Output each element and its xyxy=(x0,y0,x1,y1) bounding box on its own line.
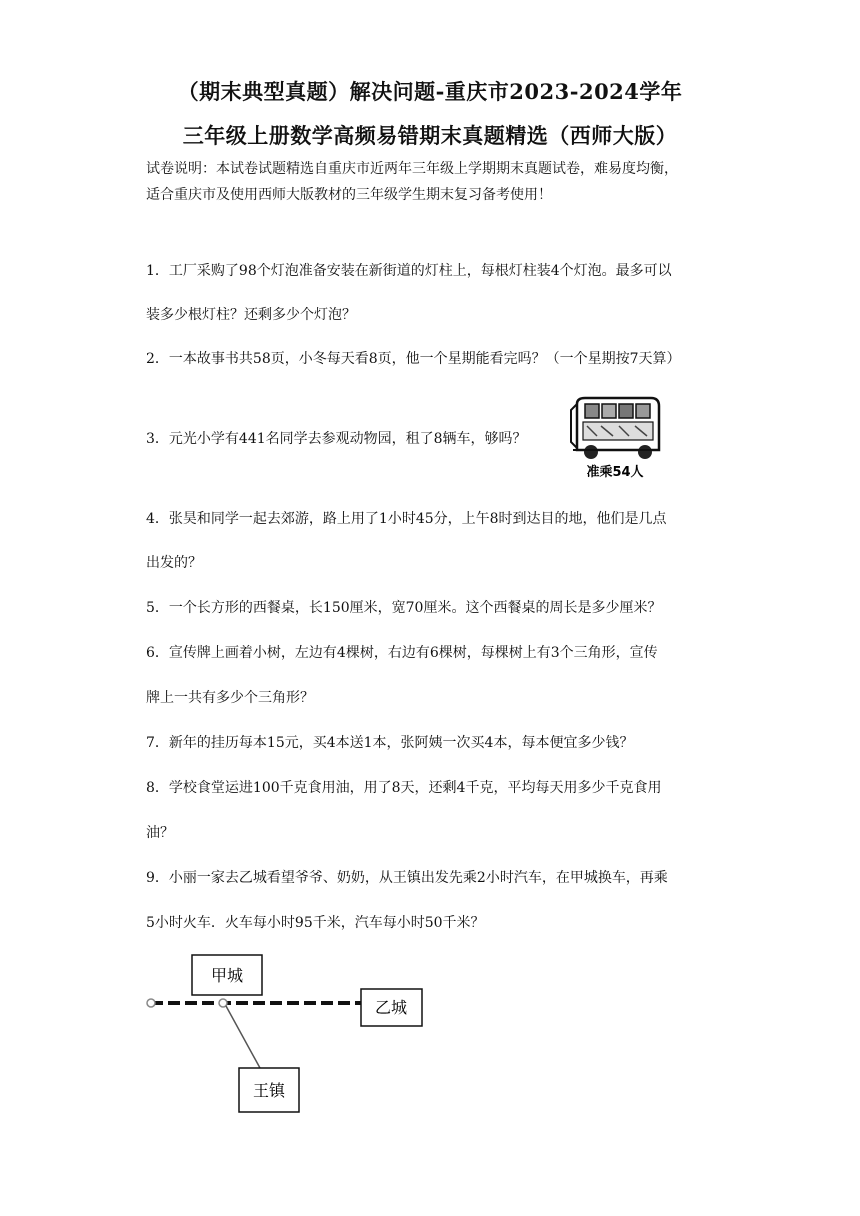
road-line xyxy=(226,1006,260,1068)
bus-image xyxy=(565,390,665,480)
city-a-node xyxy=(219,999,227,1007)
question-4-line-1: 4．张昊和同学一起去郊游，路上用了1小时45分，上午8时到达目的地，他们是几点 xyxy=(146,511,667,527)
question-7: 7．新年的挂历每本15元，买4本送1本，张阿姨一次买4本，每本便宜多少钱？ xyxy=(146,735,634,751)
bus-caption: 准乘54人 xyxy=(586,465,644,480)
question-2: 2．一本故事书共58页，小冬每天看8页，他一个星期能看完吗？（一个星期按7天算） xyxy=(146,351,681,367)
city-b-label: 乙城 xyxy=(374,998,408,1017)
title-line-1: （期末典型真题）解决问题-重庆市2023-2024学年 xyxy=(177,79,683,104)
question-8-line-1: 8．学校食堂运进100千克食用油，用了8天，还剩4千克，平均每天用多少千克食用 xyxy=(146,780,662,796)
question-3: 3．元光小学有441名同学去参观动物园，租了8辆车，够吗？ xyxy=(146,431,527,447)
bus-icon xyxy=(571,398,659,459)
town-label: 王镇 xyxy=(252,1081,286,1100)
question-8-line-2: 油？ xyxy=(146,825,174,841)
question-9-line-2: 5小时火车．火车每小时95千米，汽车每小时50千米？ xyxy=(146,915,485,931)
question-1-line-2: 装多少根灯柱？还剩多少个灯泡？ xyxy=(146,307,356,323)
question-5: 5．一个长方形的西餐桌，长150厘米，宽70厘米。这个西餐桌的周长是多少厘米？ xyxy=(146,600,662,616)
start-node xyxy=(147,999,155,1007)
question-4-line-2: 出发的？ xyxy=(146,555,202,571)
question-6-line-2: 牌上一共有多少个三角形？ xyxy=(146,690,314,706)
route-diagram xyxy=(140,948,440,1123)
city-a-label: 甲城 xyxy=(210,966,244,985)
intro-line-1: 试卷说明：本试卷试题精选自重庆市近两年三年级上学期期末真题试卷，难易度均衡， xyxy=(146,161,678,177)
intro-line-2: 适合重庆市及使用西师大版教材的三年级学生期末复习备考使用！ xyxy=(146,187,552,203)
question-1-line-1: 1．工厂采购了98个灯泡准备安装在新街道的灯柱上，每根灯柱装4个灯泡。最多可以 xyxy=(146,263,672,279)
title-line-2: 三年级上册数学高频易错期末真题精选（西师大版） xyxy=(182,123,678,148)
intro-text xyxy=(146,156,726,208)
question-6-line-1: 6．宣传牌上画着小树，左边有4棵树，右边有6棵树，每棵树上有3个三角形，宣传 xyxy=(146,645,658,661)
question-9-line-1: 9．小丽一家去乙城看望爷爷、奶奶，从王镇出发先乘2小时汽车，在甲城换车，再乘 xyxy=(146,870,668,886)
